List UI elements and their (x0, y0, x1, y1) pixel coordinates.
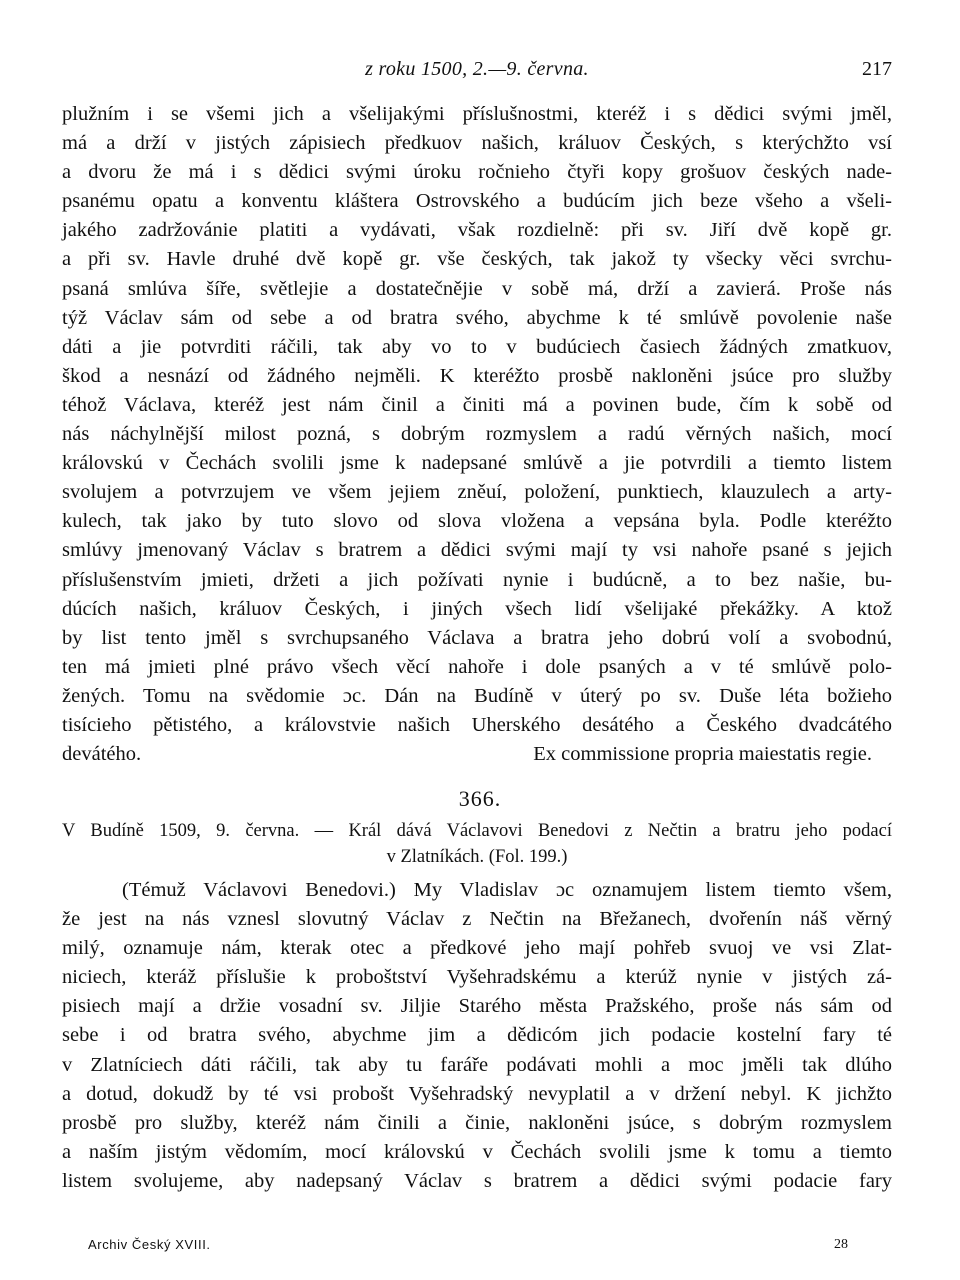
closing-word: devátého. (62, 743, 142, 766)
text-line: svolujem a potvrzujem ve všem jejiem zněuí, položení, punktiech, klauzulech a arty- (62, 481, 892, 504)
text-line: jakého zadržovánie platiti a vydávati, však rozdielně: při sv. Jiří dvě kopě gr. (62, 219, 892, 242)
running-head (62, 58, 892, 88)
text-line: nás náchylnější milost pozná, s dobrým rozmyslem a radú věrných našich, mocí (62, 423, 892, 446)
text-line: plužním i se všemi jich a všelijakými příslušnostmi, kteréž i s dědici svými jměl, (62, 103, 892, 125)
text-line: (Témuž Václavovi Benedovi.) My Vladislav ɔc oznamujem listem tiemto všem, (122, 879, 892, 901)
text-line: škod a nesnází od žádného nejměli. K kteréžto prosbě nakloněni jsúce pro služby (62, 364, 892, 387)
text-line: psanému opatu a konventu kláštera Ostrovského a budúcím jich beze všeho a všeli- (62, 190, 892, 213)
text-line: a při sv. Havle druhé dvě kopě gr. vše českých, tak jakož ty všecky věci svrchu- (62, 248, 892, 271)
text-line: kulech, tak jako by tuto slovo od slova vložena a vepsána byla. Podle kteréžto (62, 510, 892, 533)
entry-number: 366. (458, 786, 502, 811)
text-line: tisícieho pětistého, a královstvie našich Uherského desátého a Českého dvadcátého (62, 713, 892, 736)
text-line: královskú v Čechách svolili jsme k nadepsané smlúvě a jie potvrdili a tiemto listem (62, 452, 892, 475)
text-line: sebe i od bratra svého, abychme jim a dědicóm jich podacie kostelní fary té (62, 1024, 892, 1047)
text-line: prosbě pro služby, kteréž nám činili a činie, nakloněni jsúce, s dobrým rozmyslem (62, 1111, 892, 1134)
running-title: z roku 1500, 2.—9. června. (365, 58, 589, 80)
text-line: a naším jistým vědomím, mocí královskú v Čechách svolili jsme k tomu a tiemto (62, 1140, 892, 1163)
text-line: listem svolujeme, aby nadepsaný Václav s bratrem a dědici svými podacie fary (62, 1169, 892, 1192)
text-line: žených. Tomu na svědomie ɔc. Dán na Budíně v úterý po sv. Duše léta božieho (62, 684, 892, 707)
closing-line (62, 740, 892, 769)
text-line: pisiech mají a držie vosadní sv. Jiljie Starého města Pražského, proše nás sám od (62, 995, 892, 1018)
text-line: téhož Václava, kteréž jest nám činil a činiti má a povinen bude, čím k sobě od (62, 393, 892, 416)
text-line: v Zlatníciech dáti ráčili, tak aby tu faráře podávati mohli a moc jměli tak dlúho (62, 1053, 892, 1076)
chancery-note: Ex commissione propria maiestatis regie. (533, 743, 872, 766)
entry-366-text (62, 876, 892, 1196)
text-line: a dvoru že má i s dědici svými úroku ročnieho čtyři kopy grošuov českých nade- (62, 161, 892, 184)
signature-line (88, 1237, 848, 1257)
text-line: dúcích našich, králuov Českých, i jiných všech lidí všelijaké překážky. A ktož (62, 597, 892, 620)
text-line: smlúvy jmenovaný Václav s bratrem a dědici svými mají ty vsi nahoře psané s jejich (62, 539, 892, 562)
printer-signature: Archiv Český XVIII. (88, 1237, 211, 1252)
signature-number: 28 (834, 1237, 848, 1252)
text-line: že jest na nás vznesl slovutný Václav z Nečtin na Břežanech, dvořenín náš věrný (62, 908, 892, 931)
regest-line: V Budíně 1509, 9. června. — Král dává Václavovi Benedovi z Nečtin a bratru jeho podací (62, 821, 892, 841)
page-number: 217 (862, 58, 892, 80)
text-line: má a drží v jistých zápisiech předkuov našich, králuov Českých, s kterýchžto vsí (62, 132, 892, 155)
text-line: milý, oznamuje nám, kterak otec a předkové jeho mají pohřeb svuoj ve vsi Zlat- (62, 937, 892, 960)
text-line: týž Václav sám od sebe a od bratra svého, abychme k té smlúvě povolenie naše (62, 306, 892, 329)
regest (62, 818, 892, 870)
entry-365-text (62, 100, 892, 769)
text-line: a dotud, dokudž by té vsi probošt Vyšehradský nevyplatil a v držení nebyl. K jichžto (62, 1082, 892, 1105)
text-line: příslušenstvím jmieti, držeti a jich požívati nynie i budúcně, a to bez našie, bu- (62, 568, 892, 591)
text-line: by list tento jměl s svrchupsaného Václava a bratra jeho dobrú volí a svobodnú, (62, 626, 892, 649)
regest-line: v Zlatníkách. (Fol. 199.) (386, 847, 568, 867)
text-line: dáti a jie potvrditi ráčili, tak aby vo to v budúciech časiech žádných zmatkuov, (62, 335, 892, 358)
text-line: psaná smlúva šíře, světlejie a dostatečnějie v sobě má, drží a zavierá. Proše nás (62, 277, 892, 300)
text-line: ten má jmieti plné právo všech věcí nahoře i dole psaných a v té smlúvě polo- (62, 655, 892, 678)
text-line: niciech, kteráž příslušie k proboštství Vyšehradskému a kterúž nynie v jistých zá- (62, 966, 892, 989)
